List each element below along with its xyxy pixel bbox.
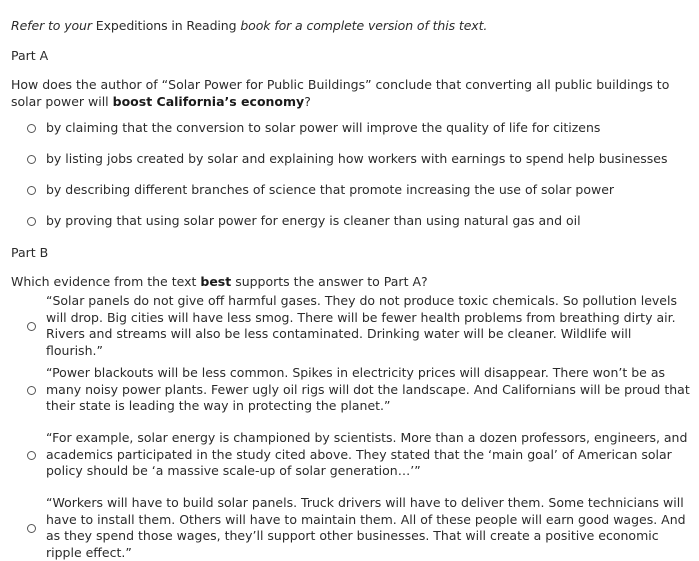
reference-note <box>11 17 691 34</box>
part-a-choice-3[interactable] <box>27 182 691 199</box>
radio-button[interactable] <box>27 524 36 533</box>
part-b-question-emphasis: best <box>200 274 232 289</box>
radio-button[interactable] <box>27 322 36 331</box>
radio-button[interactable] <box>27 217 36 226</box>
part-b-choice-4[interactable] <box>27 495 691 561</box>
reference-text-2: book for a complete version of this text. <box>236 18 488 33</box>
book-title: Expeditions in Reading <box>95 18 237 33</box>
part-a-choice-4[interactable] <box>27 213 691 230</box>
radio-button[interactable] <box>27 155 36 164</box>
part-a-question <box>11 76 691 110</box>
choice-label: by proving that using solar power for energy is cleaner than using natural gas and oil <box>46 213 581 229</box>
part-b-choice-1[interactable] <box>27 293 691 358</box>
evidence-text: “For example, solar energy is championed by scientists. More than a dozen professors, engineers, and academics participated in the study cited above. They stated that the ‘main goal’ of American solar policy should be ‘a massive scale-up of solar generation…’” <box>46 430 688 479</box>
part-b-choice-3[interactable] <box>27 430 691 480</box>
radio-button[interactable] <box>27 186 36 195</box>
choice-label: by describing different branches of science that promote increasing the use of solar power <box>46 182 615 198</box>
reference-text-1: Refer to your <box>11 18 96 33</box>
choice-label: by claiming that the conversion to solar power will improve the quality of life for citizens <box>46 120 601 136</box>
radio-button[interactable] <box>27 451 36 460</box>
radio-button[interactable] <box>27 124 36 133</box>
part-a-question-end: ? <box>304 94 311 109</box>
part-b-question <box>11 273 691 290</box>
evidence-text: “Workers will have to build solar panels. Truck drivers will have to deliver them. Some technicians will have to install them. Others will have to maintain them. All of these people will earn good wages. And as they spend those wages, they’ll support other businesses. That will create a positive economic ripple effect.” <box>46 495 686 560</box>
part-b-label: Part B <box>11 245 49 260</box>
part-b-choice-2[interactable] <box>27 365 691 415</box>
part-a-choice-1[interactable] <box>27 120 691 137</box>
radio-button[interactable] <box>27 386 36 395</box>
part-b-question-text: Which evidence from the text <box>11 274 201 289</box>
evidence-text: “Solar panels do not give off harmful gases. They do not produce toxic chemicals. So pollution levels will drop. Big cities will have less smog. There will be fewer health problems from breathing dirty air. Rivers and streams will also be less contaminated. Drinking water will be cleaner. Wildlife will flourish.” <box>46 293 677 358</box>
part-a-question-emphasis: boost California’s economy <box>112 94 305 109</box>
part-a-choice-2[interactable] <box>27 151 691 168</box>
evidence-text: “Power blackouts will be less common. Spikes in electricity prices will disappear. There won’t be as many noisy power plants. Fewer ugly oil rigs will dot the landscape. And Californians will be proud that their state is leading the way in protecting the planet.” <box>46 365 690 414</box>
part-a-question-text: How does the author of “Solar Power for Public Buildings” conclude that converting all public buildings to solar power will <box>11 77 670 109</box>
part-b-question-end: supports the answer to Part A? <box>231 274 428 289</box>
choice-label: by listing jobs created by solar and explaining how workers with earnings to spend help businesses <box>46 151 668 167</box>
part-a-label: Part A <box>11 48 49 63</box>
